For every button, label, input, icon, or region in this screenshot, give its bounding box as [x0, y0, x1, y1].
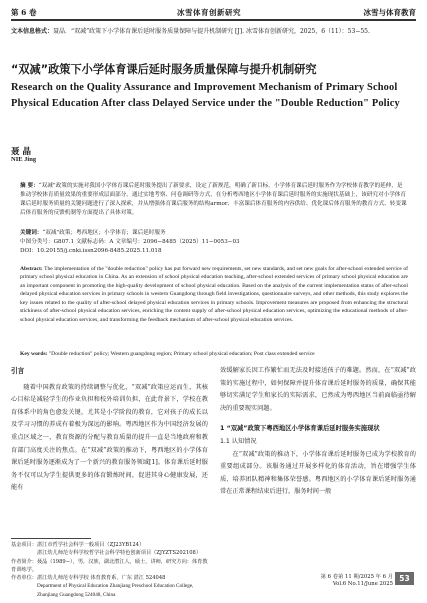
- section-1-heading: 1 “双减”政策下粤西地区小学体育课后延时服务实施现状: [220, 425, 380, 433]
- header-rule: [11, 19, 416, 21]
- author-english: NIE Jing: [11, 156, 37, 163]
- footnote-unit: 作者单位：湛江幼儿师范专科学校 体育教育系，广东 湛江 524048: [11, 575, 166, 582]
- journal-name: 冰雪体育创新研究: [177, 8, 241, 17]
- keywords-chinese: [20, 229, 408, 238]
- citation-info: [11, 27, 416, 36]
- intro-heading: 引言: [11, 367, 25, 375]
- citation-text: 聂晶．“双减”政策下小学体育课后延时服务质量保障与提升机制研究 [J]. 冰雪体育创新研究，2025，6（11）：53−55.: [53, 28, 370, 35]
- intro-paragraph: 随着中国教育政策的持续调整与优化，“双减”政策应运而生，其核心目标是减轻学生的作业负担和校外培训负担，在此背景下，学校在教育体系中的角色愈发关键，尤其是小学阶段的教育，它对孩子的成长以及学习习惯的养成有着极为深远的影响。粤西地区作为中国经济发展的重点区域之一，教育资源的分配与教育质量的提升一直是当地政府和教育部门高度关注的焦点。在“双减”政策的推动下，粤西地区的小学体育课后延时服务逐渐成为了一个新兴的教育服务领域[1]。体育课后延时服务不仅可以为学生提供更多的体育锻炼时间，促进其身心健康发展，还能有: [11, 383, 208, 492]
- volume-label: 第 6 卷: [11, 8, 37, 17]
- issue-info-cn: 第 6 卷第 11 期/2025 年 6 月: [320, 574, 393, 580]
- abstract-english: [20, 265, 408, 324]
- section-1-1-paragraph: 在“双减”政策的推动下，小学体育课后延时服务已成为学校教育的重要组成部分。该服务通过开展多样化的体育活动，旨在增强学生体质、培养团队精神和集体荣誉感。粤西地区的小学体育课后延时服务通常在正常课程结束后进行，服务时间一般: [220, 450, 416, 496]
- title-chinese: “双减”政策下小学体育课后延时服务质量保障与提升机制研究: [11, 63, 317, 76]
- abstract-cn-label: 摘 要：: [20, 183, 39, 189]
- keywords-en-text: "Double reduction" policy; Western guangdong region; Primary school physical education; Post class extended service: [47, 351, 315, 357]
- footnote-fund: 基金项目：湛江市哲学社会科学一般项目（ZJ23YB124）: [11, 542, 145, 548]
- abstract-en-text: The implementation of the "double reduction" policy has put forward new requirements, set new standards, and set new goals for after-school extended service of primary school physical education in China. As an extension of school physical education teaching, after-school extended services of primary school physical education are an important component in promoting the high-quality development of school physical education. Based on the analysis of the current implementation status of after-school delayed physical education services in primary schools in western Guangdong through field investigations, questionnaire surveys, and other methods, this study explores the key issues related to the quality of after-school delayed physical education services in primary schools. Improvement measures are proposed from enhancing the structural stickiness of after-school physical education services, enriching the content supply of after-school physical education services, optimizing the educational methods of after-school physical education services, and transforming the feedback mechanism of after-school physical education services.: [20, 266, 408, 323]
- abstract-chinese: [20, 182, 408, 218]
- doi-line: DOI：10.20155/j.cnki.issn2096-8485.2025.11.018: [20, 248, 162, 254]
- issue-info: [317, 574, 393, 588]
- footnote-rule: [11, 538, 91, 539]
- footnotes: [11, 541, 211, 599]
- keywords-cn-label: 关键词：: [20, 230, 43, 236]
- column-name: 冰雪与体育教育: [363, 8, 416, 17]
- keywords-en-label: Key words:: [20, 351, 48, 357]
- section-1-1-heading: 1.1 认知情况: [220, 437, 257, 445]
- keywords-cn-text: “双减”政策；粤西地区；小学体育；课后延时服务: [42, 230, 166, 236]
- keywords-english: [20, 350, 408, 359]
- author-chinese: 聂 晶: [11, 147, 31, 157]
- abstract-cn-text: “双减”政策的实施对我国小学体育课后延时服务提出了新要求，设定了新规范，明确了新目标。小学体育课后延时服务作为学校体育教学的延伸，是推动学校体育质量效果的重要形成层面部分。通过实地考察、问卷调研等方式，在分析粤西地区小学体育课后延时服务的实施现状基础上，该研究对小学体育课后延时服务质量的关键问题进行了深入探索，并从增强体育课后服务的结构armor、丰富课后体育服务的内容供给、优化课后体育服务的教育方式、转变课后体育服务的反馈机制等方面提出了具体对策。: [20, 183, 407, 216]
- classification-line: 中图分类号：G807.1 文献标志码：A 文章编号：2096−8485（2025）11−0053−03: [20, 239, 240, 245]
- page-number: 53: [395, 572, 414, 585]
- title-english: Research on the Quality Assurance and Improvement Mechanism of Primary School Physical Education After class Delayed Service under the "Double Reduction" Policy: [11, 82, 400, 109]
- body-column-left: [11, 365, 208, 495]
- abstract-en-label: Abstract:: [20, 266, 43, 272]
- footnote-unit-english: Department of Physical Education Zhanjiang Preschool Education College, Zhanjiang Guangdong 524048, China: [37, 583, 194, 598]
- continued-paragraph: 效缓解家长因工作繁忙而无法及时接送孩子的难题。然而，在“双减”政策的实施过程中，如何保障并提升体育课后延时服务的质量，确保其能够切实满足学生和家长的实际需求，已然成为粤西地区当前面临亟待解决的重要现实问题。: [220, 367, 416, 412]
- citation-label: 文本信息格式：: [11, 28, 54, 35]
- footnote-fund-2: 湛江幼儿师范专科学校哲学社会科学特色创新项目（ZJYZTS202108）: [37, 550, 202, 557]
- footnote-bio: 作者简介：聂晶（1989−），男，汉族，湖北潜江人，硕士，讲师，研究方向：体育教育训练学。: [11, 558, 208, 573]
- running-header: [11, 6, 416, 22]
- issue-info-en: Vol.6 No.11/June 2025: [332, 581, 393, 587]
- body-column-right: [220, 365, 416, 499]
